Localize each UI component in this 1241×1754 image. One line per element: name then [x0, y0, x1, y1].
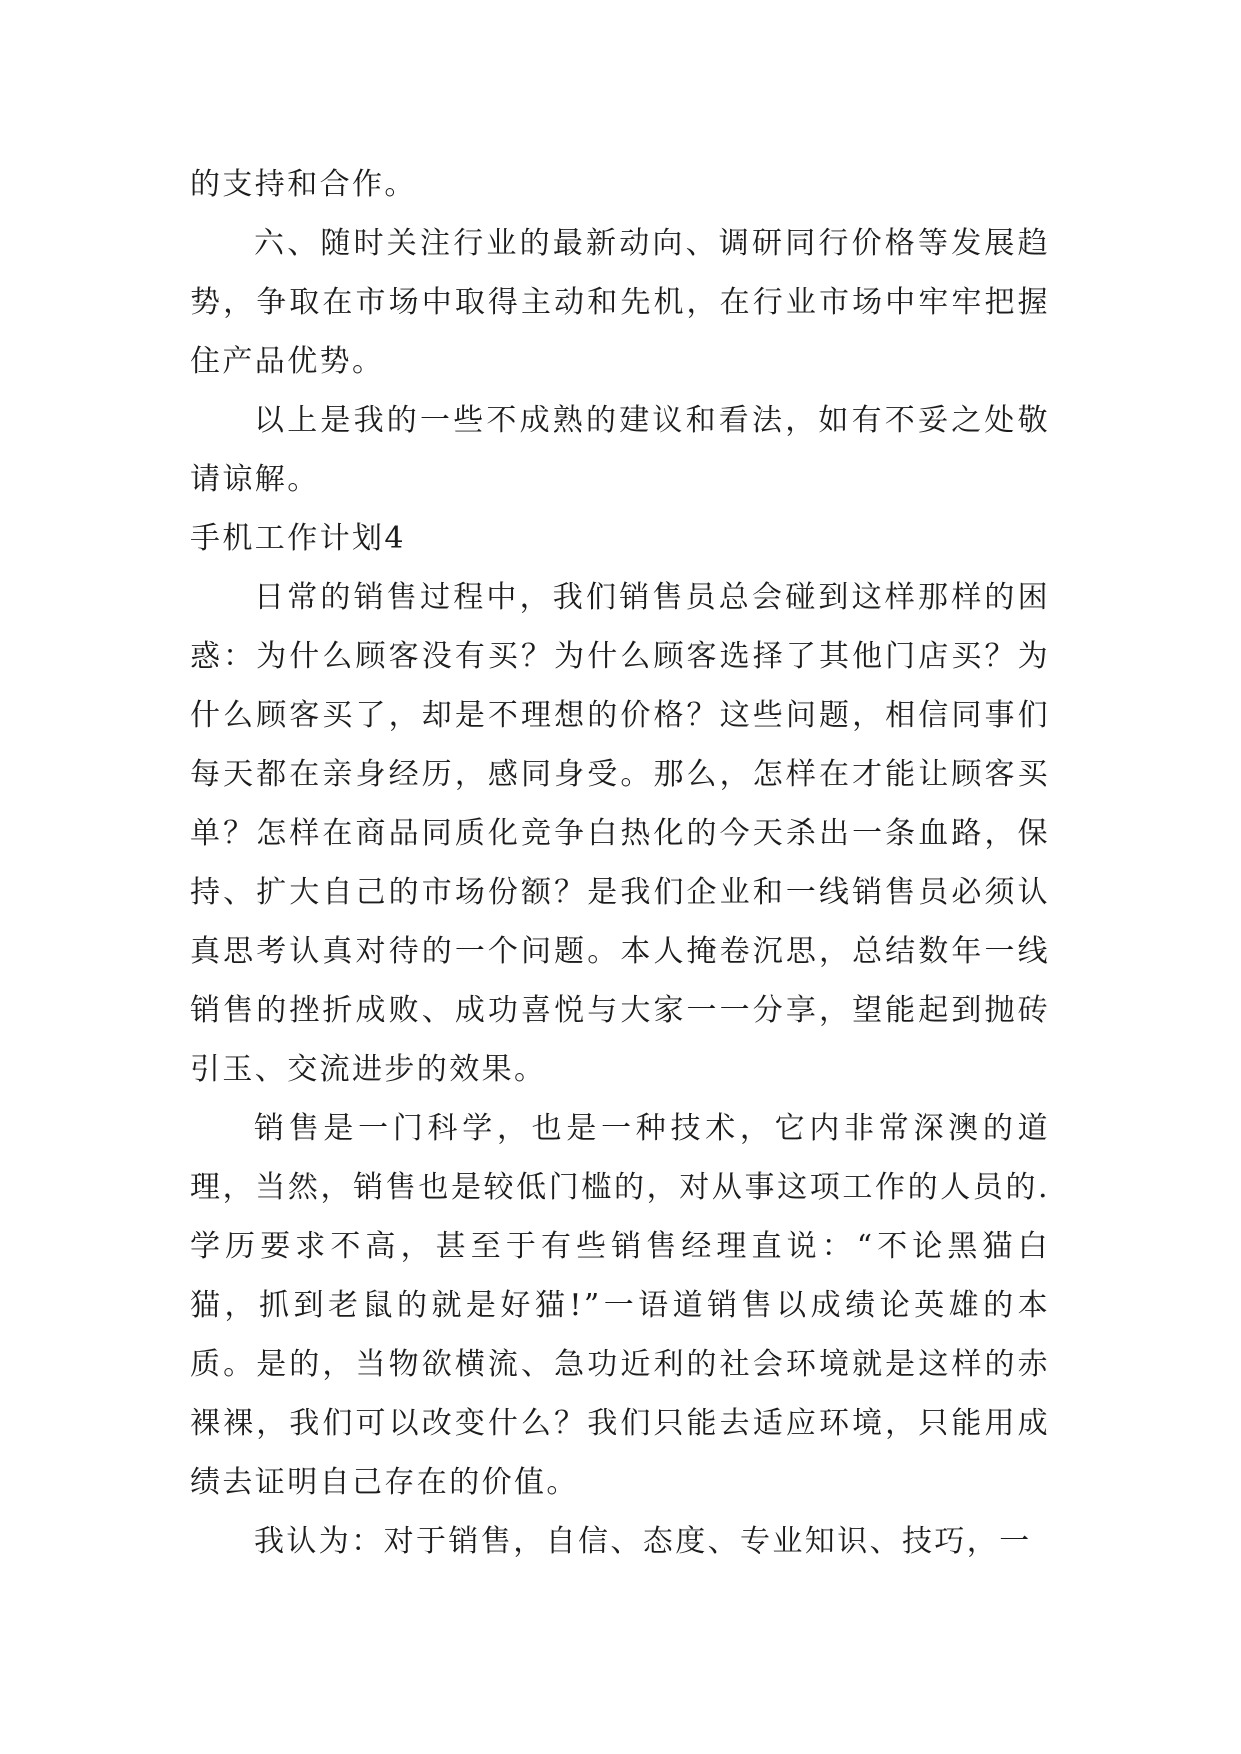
paragraph-sales-science: 销售是一门科学，也是一种技术，它内非常深澳的道理，当然，销售也是较低门槛的，对从事这项工作的人员的.学历要求不高，甚至于有些销售经理直说：“不论黑猫白猫，抓到老鼠的就是好猫!”一语道销售以成绩论英雄的本质。是的，当物欲横流、急功近利的社会环境就是这样的赤裸裸，我们可以改变什么？我们只能去适应环境，只能用成绩去证明自己存在的价值。 — [190, 1111, 1050, 1500]
paragraph-sales-confusion: 日常的销售过程中，我们销售员总会碰到这样那样的困惑：为什么顾客没有买？为什么顾客选择了其他门店买？为什么顾客买了，却是不理想的价格？这些问题，相信同事们每天都在亲身经历，感同身受。那么，怎样在才能让顾客买单？怎样在商品同质化竞争白热化的今天杀出一条血路，保持、扩大自己的市场份额？是我们企业和一线销售员必须认真思考认真对待的一个问题。本人掩卷沉思，总结数年一线销售的挫折成败、成功喜悦与大家一一分享，望能起到抛砖引玉、交流进步的效果。 — [190, 580, 1050, 1087]
paragraph-item-six: 六、随时关注行业的最新动向、调研同行价格等发展趋势，争取在市场中取得主动和先机，在行业市场中牢牢把握住产品优势。 — [190, 226, 1050, 379]
section-heading: 手机工作计划4 — [190, 521, 406, 556]
paragraph-closing: 以上是我的一些不成熟的建议和看法，如有不妥之处敬请谅解。 — [190, 403, 1050, 497]
paragraph-continuation: 的支持和合作。 — [190, 167, 417, 202]
paragraph-opinion: 我认为：对于销售，自信、态度、专业知识、技巧，一 — [254, 1524, 1032, 1559]
document-body — [190, 155, 1050, 1571]
